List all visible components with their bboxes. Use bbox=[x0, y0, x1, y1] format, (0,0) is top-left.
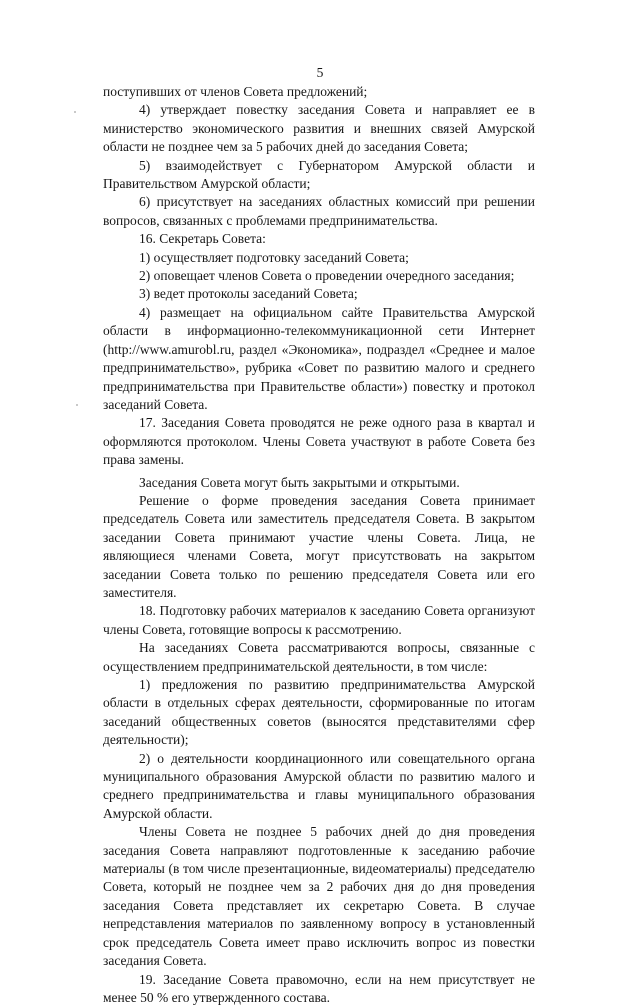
paragraph: 4) утверждает повестку заседания Совета и направляет ее в министерство экономического развития и внешних связей Амурской области не позднее чем за 5 рабочих дней до заседания Совета; bbox=[103, 101, 535, 156]
list-item: 1) осуществляет подготовку заседаний Совета; bbox=[103, 249, 535, 267]
document-body bbox=[103, 83, 535, 1007]
scan-speck bbox=[74, 111, 76, 113]
list-item: 2) оповещает членов Совета о проведении очередного заседания; bbox=[103, 267, 535, 285]
paragraph: 19. Заседание Совета правомочно, если на нем присутствует не менее 50 % его утвержденного состава. bbox=[103, 971, 535, 1007]
paragraph: Члены Совета не позднее 5 рабочих дней до дня проведения заседания Совета направляют подготовленные к заседанию рабочие материалы (в том числе презентационные, видеоматериалы) председателю Совета, который не позднее чем за 2 рабочих дня до дня проведения заседания Совета представляет их секретарю Совета. В случае непредставления материалов по заявленному вопросу в установленный срок председатель Совета имеет право исключить вопрос из повестки заседания Совета. bbox=[103, 823, 535, 970]
paragraph: 17. Заседания Совета проводятся не реже одного раза в квартал и оформляются протоколом. Члены Совета участвуют в работе Совета без права замены. bbox=[103, 414, 535, 469]
list-item: 4) размещает на официальном сайте Правительства Амурской области в информационно-телекоммуникационной сети Интернет (http://www.amurobl.ru, раздел «Экономика», подраздел «Среднее и малое предпринимательство», рубрика «Совет по развитию малого и среднего предпринимательства при Правительстве области») повестку и протокол заседаний Совета. bbox=[103, 304, 535, 414]
list-item: 2) о деятельности координационного или совещательного органа муниципального образования Амурской области по развитию малого и среднего предпринимательства и главы муниципального образования Амурской области. bbox=[103, 750, 535, 824]
paragraph: 18. Подготовку рабочих материалов к заседанию Совета организуют члены Совета, готовящие вопросы к рассмотрению. bbox=[103, 602, 535, 639]
paragraph: Заседания Совета могут быть закрытыми и открытыми. bbox=[103, 474, 535, 492]
paragraph: На заседаниях Совета рассматриваются вопросы, связанные с осуществлением предпринимательской деятельности, в том числе: bbox=[103, 639, 535, 676]
paragraph: Решение о форме проведения заседания Совета принимает председатель Совета или заместитель председателя Совета. В закрытом заседании Совета принимают участие члены Совета. Лица, не являющиеся членами Совета, могут присутствовать на закрытом заседании Совета только по решению председателя Совета или его заместителя. bbox=[103, 492, 535, 602]
paragraph: 5) взаимодействует с Губернатором Амурской области и Правительством Амурской области; bbox=[103, 157, 535, 194]
page-number: 5 bbox=[0, 64, 640, 81]
paragraph: поступивших от членов Совета предложений; bbox=[103, 83, 535, 101]
list-item: 1) предложения по развитию предпринимательства Амурской области в отдельных сферах деятельности, сформированные по итогам заседаний общественных советов (выносятся представителями сфер деятельности); bbox=[103, 676, 535, 750]
list-item: 3) ведет протоколы заседаний Совета; bbox=[103, 285, 535, 303]
scan-speck bbox=[76, 404, 78, 406]
section-heading: 16. Секретарь Совета: bbox=[103, 230, 535, 248]
paragraph: 6) присутствует на заседаниях областных комиссий при решении вопросов, связанных с проблемами предпринимательства. bbox=[103, 193, 535, 230]
